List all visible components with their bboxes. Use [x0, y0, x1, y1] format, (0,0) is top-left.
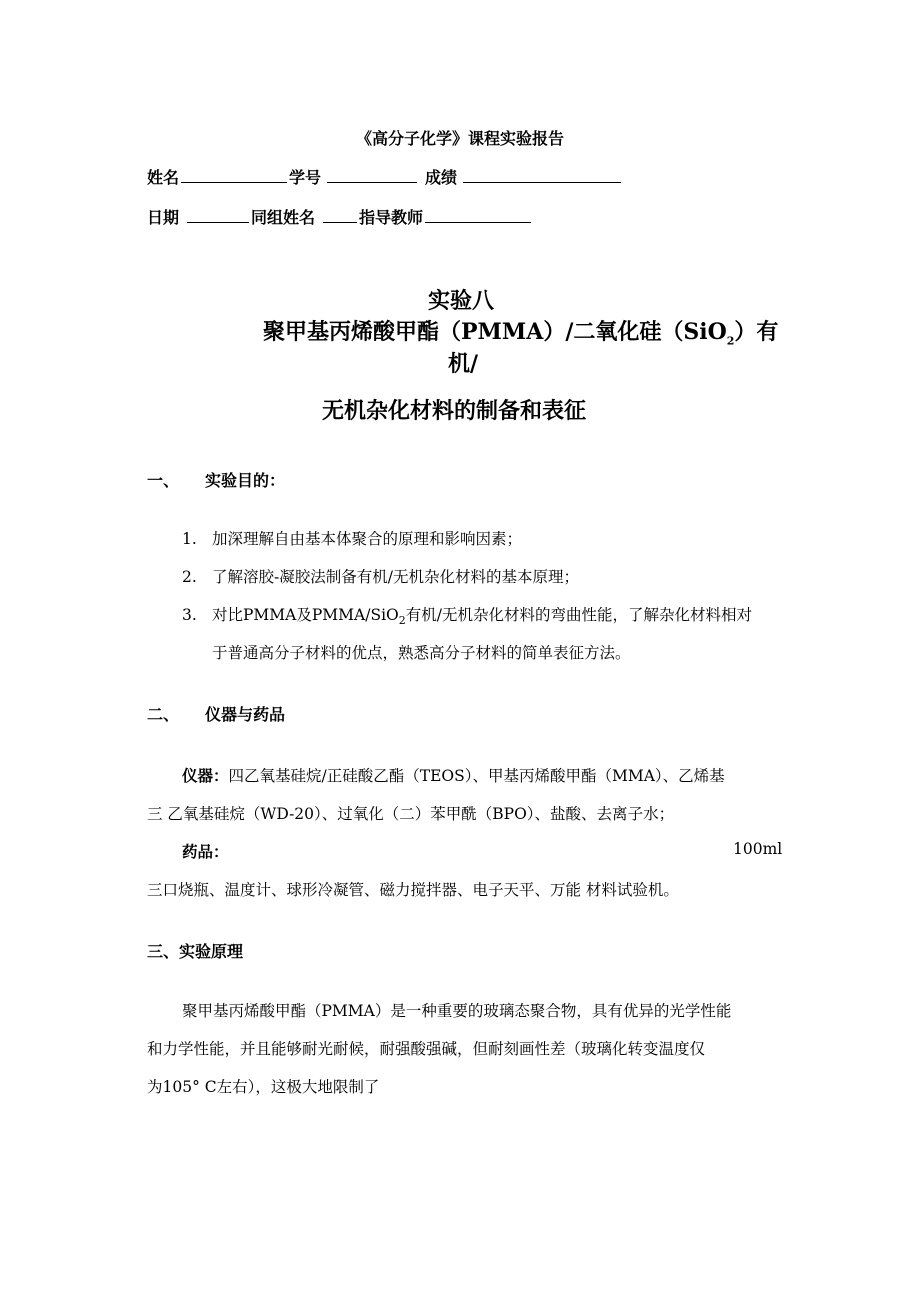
instrument-line1: 仪器：四乙氧基硅烷/正硅酸乙酯（TEOS）、甲基丙烯酸甲酯（MMA）、乙烯基: [182, 766, 725, 785]
list-item: 1. 加深理解自由基本体聚合的原理和影响因素；: [182, 530, 523, 548]
drug-label: 药品：: [182, 842, 229, 861]
paragraph-line: 为105° C左右），这极大地限制了: [147, 1078, 380, 1096]
score-blank[interactable]: [463, 168, 621, 183]
list-item-continuation: 于普通高分子材料的优点，熟悉高分子材料的简单表征方法。: [212, 644, 631, 662]
info-line-2: [147, 205, 533, 228]
group-label: 同组姓名: [251, 208, 316, 227]
score-label: 成绩: [425, 168, 458, 187]
experiment-title-line1: 聚甲基丙烯酸甲酯（PMMA）/二氧化硅（SiO$_2$）有: [263, 319, 779, 348]
info-line-1: [147, 165, 623, 188]
name-blank[interactable]: [181, 168, 287, 183]
teacher-blank[interactable]: [425, 208, 531, 223]
course-title: 《高分子化学》课程实验报告: [355, 129, 564, 148]
list-item: 2. 了解溶胶-凝胶法制备有机/无机杂化材料的基本原理；: [182, 568, 579, 586]
group-blank[interactable]: [323, 208, 357, 223]
name-label: 姓名: [147, 168, 180, 187]
paragraph-line: 和力学性能，并且能够耐光耐候，耐强酸强碱，但耐刻画性差（玻璃化转变温度仅: [147, 1040, 706, 1058]
date-label: 日期: [147, 208, 180, 227]
student-id-blank[interactable]: [327, 168, 417, 183]
teacher-label: 指导教师: [359, 208, 424, 227]
date-blank[interactable]: [187, 208, 249, 223]
section1-heading: 一、 实验目的：: [147, 471, 286, 490]
drug-line2: 三口烧瓶、温度计、球形冷凝管、磁力搅拌器、电子天平、万能 材料试验机。: [147, 881, 679, 899]
instrument-line2: 三 乙氧基硅烷（WD-20）、过氧化（二）苯甲酰（BPO）、盐酸、去离子水；: [147, 805, 675, 823]
student-id-label: 学号: [289, 168, 322, 187]
list-item: 3. 对比PMMA及PMMA/SiO$_2$有机/无机杂化材料的弯曲性能，了解杂化材料相对: [182, 606, 752, 628]
experiment-title-line2: 机/: [448, 351, 479, 377]
experiment-title-line3: 无机杂化材料的制备和表征: [322, 398, 587, 424]
section3-heading: 三、实验原理: [147, 942, 244, 961]
drug-right-value: 100ml: [733, 840, 783, 858]
paragraph-line: 聚甲基丙烯酸甲酯（PMMA）是一种重要的玻璃态聚合物，具有优异的光学性能: [182, 1002, 732, 1020]
section2-heading: 二、 仪器与药品: [147, 705, 286, 724]
experiment-number: 实验八: [428, 288, 495, 314]
